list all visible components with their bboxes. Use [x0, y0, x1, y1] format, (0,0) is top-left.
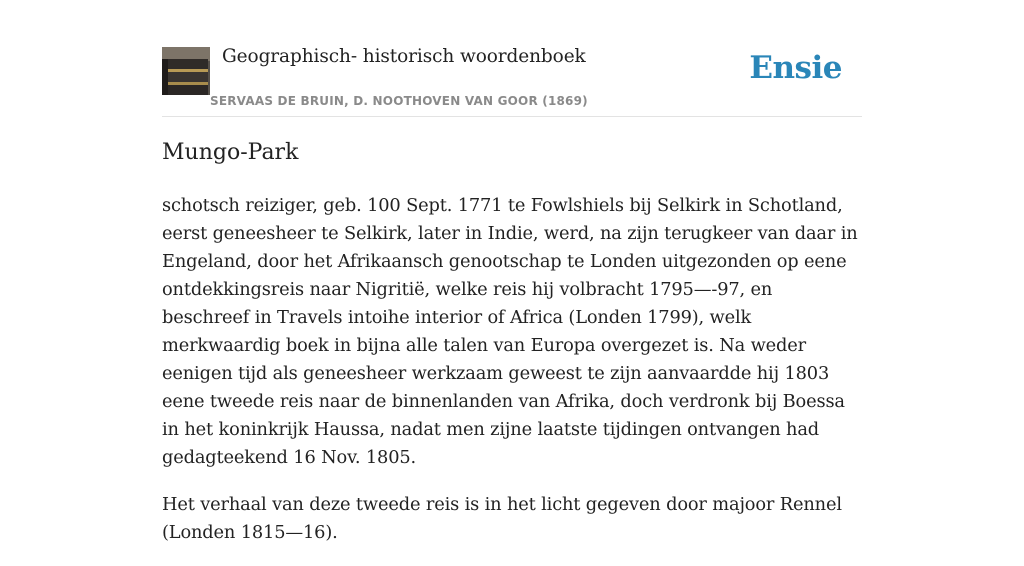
author-byline: SERVAAS DE BRUIN, D. NOOTHOVEN VAN GOOR (1869) — [210, 94, 588, 108]
book-cover-icon[interactable] — [162, 47, 210, 95]
entry-paragraph: schotsch reiziger, geb. 100 Sept. 1771 te Fowlshiels bij Selkirk in Schotland, eerst geneesheer te Selkirk, later in Indie, werd, na zijn terugkeer van daar in Engeland, door het Afrikaansch genootschap te Londen uitgezonden op eene ontdekkingsreis naar Nigritië, welke reis hij volbracht 1795—-97, en beschreef in Travels intoihe interior of Africa (Londen 1799), welk merkwaardig boek in bijna alle talen van Europa overgezet is. Na weder eenigen tijd als geneesheer werkzaam geweest te zijn aanvaardde hij 1803 eene tweede reis naar de binnenlanden van Afrika, doch verdronk bij Boessa in het koninkrijk Haussa, nadat men zijne laatste tijdingen ontvangen had gedagteekend 16 Nov. 1805. — [162, 195, 858, 468]
brand-logo[interactable]: Ensie — [749, 50, 842, 86]
entry-title: Mungo-Park — [162, 140, 299, 165]
book-title[interactable]: Geographisch- historisch woordenboek — [222, 46, 586, 67]
entry-body — [162, 192, 862, 566]
entry-paragraph: Het verhaal van deze tweede reis is in het licht gegeven door majoor Rennel (Londen 1815—16). — [162, 494, 842, 543]
header — [162, 40, 862, 117]
